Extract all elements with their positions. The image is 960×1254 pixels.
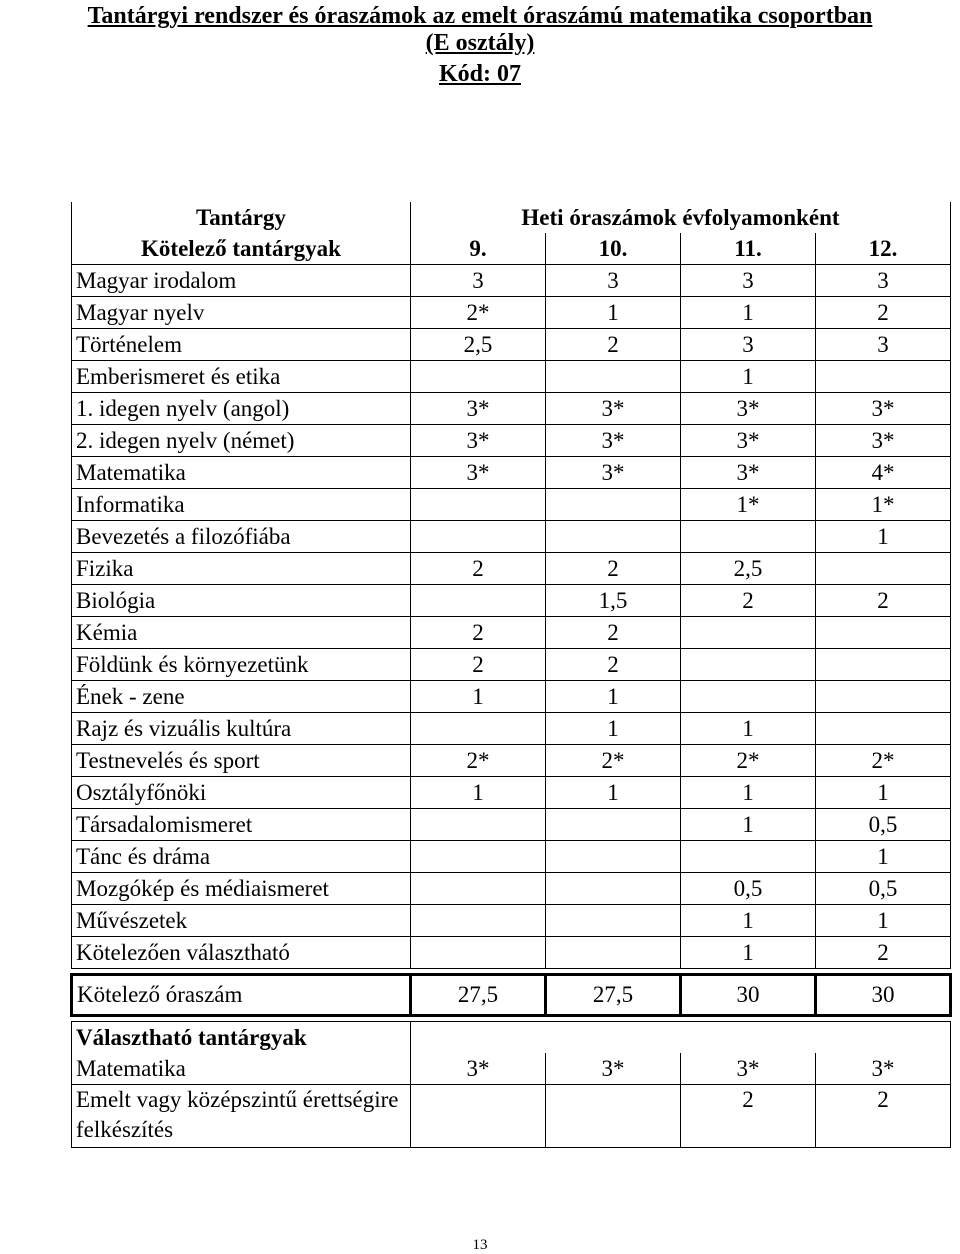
hours-cell: 1 bbox=[816, 905, 951, 937]
section-optional: Választható tantárgyak bbox=[72, 1022, 411, 1054]
total-10: 27,5 bbox=[546, 975, 681, 1016]
hours-cell: 3* bbox=[411, 425, 546, 457]
hours-cell: 3 bbox=[681, 265, 816, 297]
hours-cell bbox=[546, 521, 681, 553]
hours-cell bbox=[546, 905, 681, 937]
table-row bbox=[72, 585, 951, 617]
hours-cell bbox=[411, 809, 546, 841]
table-row bbox=[72, 713, 951, 745]
hours-cell: 1 bbox=[681, 905, 816, 937]
hours-cell: 1 bbox=[816, 777, 951, 809]
table-row bbox=[72, 649, 951, 681]
hours-cell: 2 bbox=[681, 585, 816, 617]
hours-cell: 3* bbox=[411, 1053, 546, 1085]
hours-cell: 1,5 bbox=[546, 585, 681, 617]
subject-name: Ének - zene bbox=[72, 681, 411, 713]
total-label: Kötelező óraszám bbox=[72, 975, 411, 1016]
document-subtitle: (E osztály) bbox=[425, 30, 535, 56]
subject-name: Emberismeret és etika bbox=[72, 361, 411, 393]
table-row bbox=[72, 361, 951, 393]
subject-name: Történelem bbox=[72, 329, 411, 361]
subject-name: Magyar nyelv bbox=[72, 297, 411, 329]
hours-cell bbox=[411, 585, 546, 617]
table-row bbox=[72, 937, 951, 969]
table-row bbox=[72, 745, 951, 777]
subject-name: Földünk és környezetünk bbox=[72, 649, 411, 681]
hours-cell: 1 bbox=[681, 937, 816, 969]
subject-name: Testnevelés és sport bbox=[72, 745, 411, 777]
table-row bbox=[72, 393, 951, 425]
subject-name: 2. idegen nyelv (német) bbox=[72, 425, 411, 457]
table-row bbox=[72, 265, 951, 297]
subject-name: 1. idegen nyelv (angol) bbox=[72, 393, 411, 425]
document-title: Tantárgyi rendszer és óraszámok az emelt óraszámú matematika csoportban bbox=[87, 3, 873, 29]
hours-cell: 3* bbox=[816, 393, 951, 425]
hours-cell bbox=[411, 361, 546, 393]
subject-name: Matematika bbox=[72, 1053, 411, 1085]
hours-cell: 0,5 bbox=[816, 809, 951, 841]
total-12: 30 bbox=[816, 975, 951, 1016]
hours-cell: 2* bbox=[816, 745, 951, 777]
subject-name: Emelt vagy középszintű érettségire felkészítés bbox=[72, 1085, 411, 1148]
hours-cell: 0,5 bbox=[816, 873, 951, 905]
subject-name: Informatika bbox=[72, 489, 411, 521]
hours-cell: 0,5 bbox=[681, 873, 816, 905]
subject-name: Társadalomismeret bbox=[72, 809, 411, 841]
table-row bbox=[72, 777, 951, 809]
grade-11: 11. bbox=[681, 233, 816, 265]
hours-cell: 3 bbox=[681, 329, 816, 361]
hours-cell: 2* bbox=[681, 745, 816, 777]
table-row bbox=[72, 809, 951, 841]
hours-cell: 2* bbox=[546, 745, 681, 777]
hours-cell bbox=[411, 905, 546, 937]
hours-cell: 3 bbox=[816, 329, 951, 361]
hours-cell bbox=[546, 809, 681, 841]
hours-cell: 2 bbox=[816, 1085, 951, 1148]
hours-cell bbox=[411, 521, 546, 553]
hours-cell: 3* bbox=[681, 1053, 816, 1085]
hours-cell: 1* bbox=[681, 489, 816, 521]
subject-name: Biológia bbox=[72, 585, 411, 617]
subject-name: Fizika bbox=[72, 553, 411, 585]
hours-cell: 3* bbox=[411, 457, 546, 489]
subject-name: Rajz és vizuális kultúra bbox=[72, 713, 411, 745]
hours-cell: 3* bbox=[546, 1053, 681, 1085]
hours-cell: 3* bbox=[546, 425, 681, 457]
hours-cell bbox=[681, 649, 816, 681]
hours-cell: 1 bbox=[681, 361, 816, 393]
page-number: 13 bbox=[472, 1237, 488, 1253]
hours-cell bbox=[411, 937, 546, 969]
table-row bbox=[72, 521, 951, 553]
hours-cell: 1 bbox=[411, 681, 546, 713]
hours-cell bbox=[546, 489, 681, 521]
hours-cell: 3 bbox=[411, 265, 546, 297]
hours-cell bbox=[546, 1085, 681, 1148]
document-code: Kód: 07 bbox=[438, 61, 521, 87]
subject-name: Tánc és dráma bbox=[72, 841, 411, 873]
subject-name: Kémia bbox=[72, 617, 411, 649]
hours-cell bbox=[816, 361, 951, 393]
hours-cell bbox=[816, 713, 951, 745]
hours-cell: 1 bbox=[411, 777, 546, 809]
hours-cell: 3* bbox=[681, 425, 816, 457]
hours-cell bbox=[816, 553, 951, 585]
table-row bbox=[72, 841, 951, 873]
hours-cell: 1 bbox=[681, 297, 816, 329]
table-header-row bbox=[72, 202, 951, 233]
hours-cell bbox=[546, 361, 681, 393]
subject-name: Művészetek bbox=[72, 905, 411, 937]
hours-cell bbox=[816, 681, 951, 713]
subject-name: Matematika bbox=[72, 457, 411, 489]
hours-cell: 3* bbox=[816, 425, 951, 457]
table-row bbox=[72, 553, 951, 585]
total-11: 30 bbox=[681, 975, 816, 1016]
subject-name: Kötelezően választható bbox=[72, 937, 411, 969]
header-subject: Tantárgy bbox=[72, 202, 411, 233]
hours-cell: 3 bbox=[816, 265, 951, 297]
hours-cell: 3 bbox=[546, 265, 681, 297]
hours-cell: 1* bbox=[816, 489, 951, 521]
hours-cell: 1 bbox=[816, 521, 951, 553]
subject-name: Bevezetés a filozófiába bbox=[72, 521, 411, 553]
hours-cell: 2 bbox=[411, 649, 546, 681]
hours-cell: 3* bbox=[681, 457, 816, 489]
table-row bbox=[72, 329, 951, 361]
hours-cell: 2 bbox=[546, 617, 681, 649]
hours-cell: 2 bbox=[411, 617, 546, 649]
hours-cell bbox=[411, 489, 546, 521]
hours-cell bbox=[681, 841, 816, 873]
hours-cell bbox=[411, 841, 546, 873]
hours-cell: 1 bbox=[681, 713, 816, 745]
hours-cell: 2 bbox=[546, 329, 681, 361]
hours-cell bbox=[816, 617, 951, 649]
hours-cell: 1 bbox=[546, 713, 681, 745]
hours-cell: 1 bbox=[546, 777, 681, 809]
table-row bbox=[72, 297, 951, 329]
table-row bbox=[72, 617, 951, 649]
table-row bbox=[72, 873, 951, 905]
hours-cell: 1 bbox=[681, 777, 816, 809]
hours-cell: 2 bbox=[816, 585, 951, 617]
hours-cell: 2 bbox=[546, 649, 681, 681]
hours-cell: 2 bbox=[816, 937, 951, 969]
table-row bbox=[72, 425, 951, 457]
table-row bbox=[72, 905, 951, 937]
hours-cell: 2,5 bbox=[411, 329, 546, 361]
hours-cell bbox=[546, 937, 681, 969]
hours-cell: 3* bbox=[816, 1053, 951, 1085]
hours-cell: 3* bbox=[546, 393, 681, 425]
table-row bbox=[72, 681, 951, 713]
hours-cell bbox=[411, 873, 546, 905]
grade-10: 10. bbox=[546, 233, 681, 265]
subject-name: Osztályfőnöki bbox=[72, 777, 411, 809]
hours-cell: 2 bbox=[816, 297, 951, 329]
hours-cell: 1 bbox=[546, 681, 681, 713]
table-row bbox=[72, 457, 951, 489]
table-grades-row bbox=[72, 233, 951, 265]
hours-cell: 1 bbox=[546, 297, 681, 329]
section-required: Kötelező tantárgyak bbox=[72, 233, 411, 265]
hours-cell: 2 bbox=[411, 553, 546, 585]
table-row bbox=[72, 1085, 951, 1148]
subject-name: Mozgókép és médiaismeret bbox=[72, 873, 411, 905]
hours-cell bbox=[681, 681, 816, 713]
hours-cell: 3* bbox=[681, 393, 816, 425]
table-row bbox=[72, 1053, 951, 1085]
hours-cell bbox=[681, 521, 816, 553]
header-hours: Heti óraszámok évfolyamonként bbox=[411, 202, 951, 233]
grade-12: 12. bbox=[816, 233, 951, 265]
hours-cell bbox=[816, 649, 951, 681]
hours-cell bbox=[546, 841, 681, 873]
hours-cell: 2,5 bbox=[681, 553, 816, 585]
hours-cell: 4* bbox=[816, 457, 951, 489]
total-row bbox=[72, 975, 951, 1016]
hours-cell: 3* bbox=[546, 457, 681, 489]
hours-cell bbox=[411, 1085, 546, 1148]
hours-cell: 3* bbox=[411, 393, 546, 425]
subject-hours-table bbox=[70, 202, 952, 1148]
grade-9: 9. bbox=[411, 233, 546, 265]
table-row bbox=[72, 489, 951, 521]
optional-section-row bbox=[72, 1022, 951, 1054]
subject-name: Magyar irodalom bbox=[72, 265, 411, 297]
hours-cell: 2* bbox=[411, 297, 546, 329]
hours-cell: 2* bbox=[411, 745, 546, 777]
hours-cell: 2 bbox=[681, 1085, 816, 1148]
hours-cell: 2 bbox=[546, 553, 681, 585]
hours-cell bbox=[546, 873, 681, 905]
hours-cell: 1 bbox=[681, 809, 816, 841]
hours-cell bbox=[411, 713, 546, 745]
total-9: 27,5 bbox=[411, 975, 546, 1016]
hours-cell: 1 bbox=[816, 841, 951, 873]
hours-cell bbox=[681, 617, 816, 649]
